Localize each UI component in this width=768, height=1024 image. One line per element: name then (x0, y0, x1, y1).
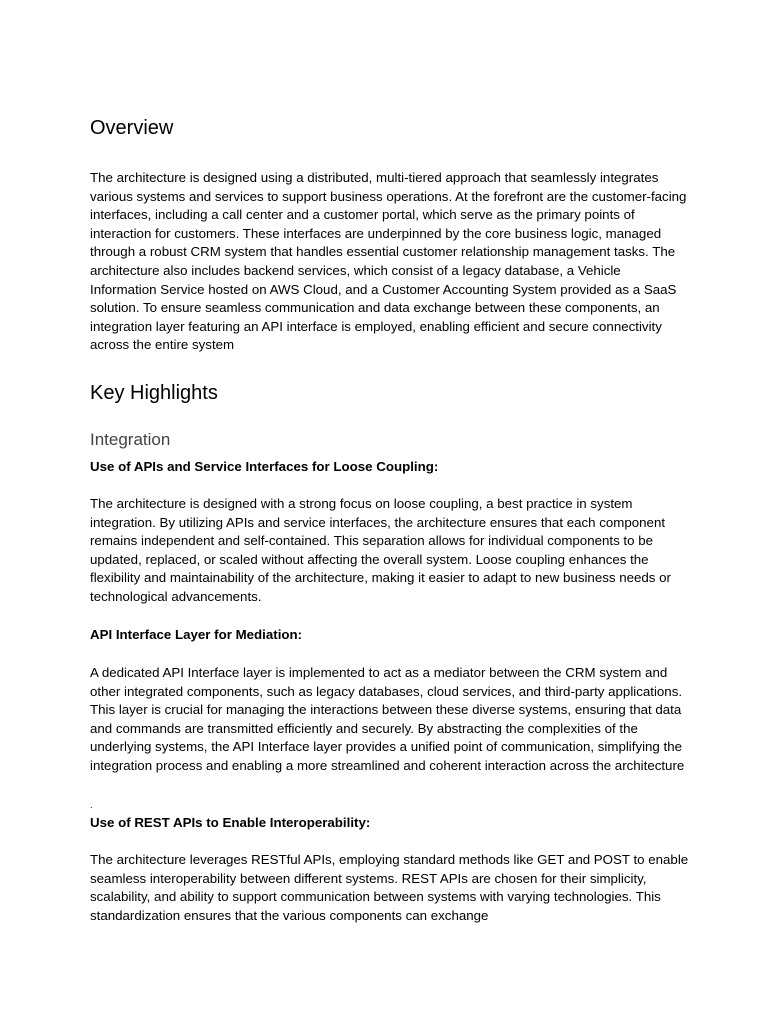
overview-heading: Overview (90, 117, 174, 139)
loose-coupling-title: Use of APIs and Service Interfaces for Loose Coupling: (90, 459, 439, 474)
loose-coupling-paragraph: The architecture is designed with a strong focus on loose coupling, a best practice in system integration. By utilizing APIs and service interfaces, the architecture ensures that each component remains independent and self-contained. This separation allows for individual components to be updated, replaced, or scaled without affecting the overall system. Loose coupling enhances the flexibility and maintainability of the architecture, making it easier to adapt to new business needs or technological advancements. (90, 496, 671, 604)
key-highlights-heading: Key Highlights (90, 382, 218, 404)
integration-subheading: Integration (90, 430, 171, 449)
rest-apis-paragraph: The architecture leverages RESTful APIs, employing standard methods like GET and POST to enable seamless interoperability between different systems. REST APIs are chosen for their simplicity, scalability, and ability to support communication between systems with varying technologies. This standardization ensures that the various components can exchange (90, 852, 689, 923)
overview-paragraph: The architecture is designed using a distributed, multi-tiered approach that seamlessly integrates various systems and services to support business operations. At the forefront are the customer-facing interfaces, including a call center and a customer portal, which serve as the primary points of interaction for customers. These interfaces are underpinned by the core business logic, managed through a robust CRM system that handles essential customer relationship management tasks. The architecture also includes backend services, which consist of a legacy database, a Vehicle Information Service hosted on AWS Cloud, and a Customer Accounting System provided as a SaaS solution. To ensure seamless communication and data exchange between these components, an integration layer featuring an API interface is employed, enabling efficient and secure connectivity across the entire system (90, 170, 687, 353)
section-separator-dot: . (90, 800, 93, 810)
rest-apis-title: Use of REST APIs to Enable Interoperability: (90, 815, 371, 830)
api-interface-layer-paragraph: A dedicated API Interface layer is implemented to act as a mediator between the CRM system and other integrated components, such as legacy databases, cloud services, and third-party applications. This layer is crucial for managing the interactions between these diverse systems, ensuring that data and commands are transmitted efficiently and securely. By abstracting the complexities of the underlying systems, the API Interface layer provides a unified point of communication, simplifying the integration process and enabling a more streamlined and coherent interaction across the architecture (90, 665, 685, 773)
api-interface-layer-title: API Interface Layer for Mediation: (90, 627, 303, 642)
